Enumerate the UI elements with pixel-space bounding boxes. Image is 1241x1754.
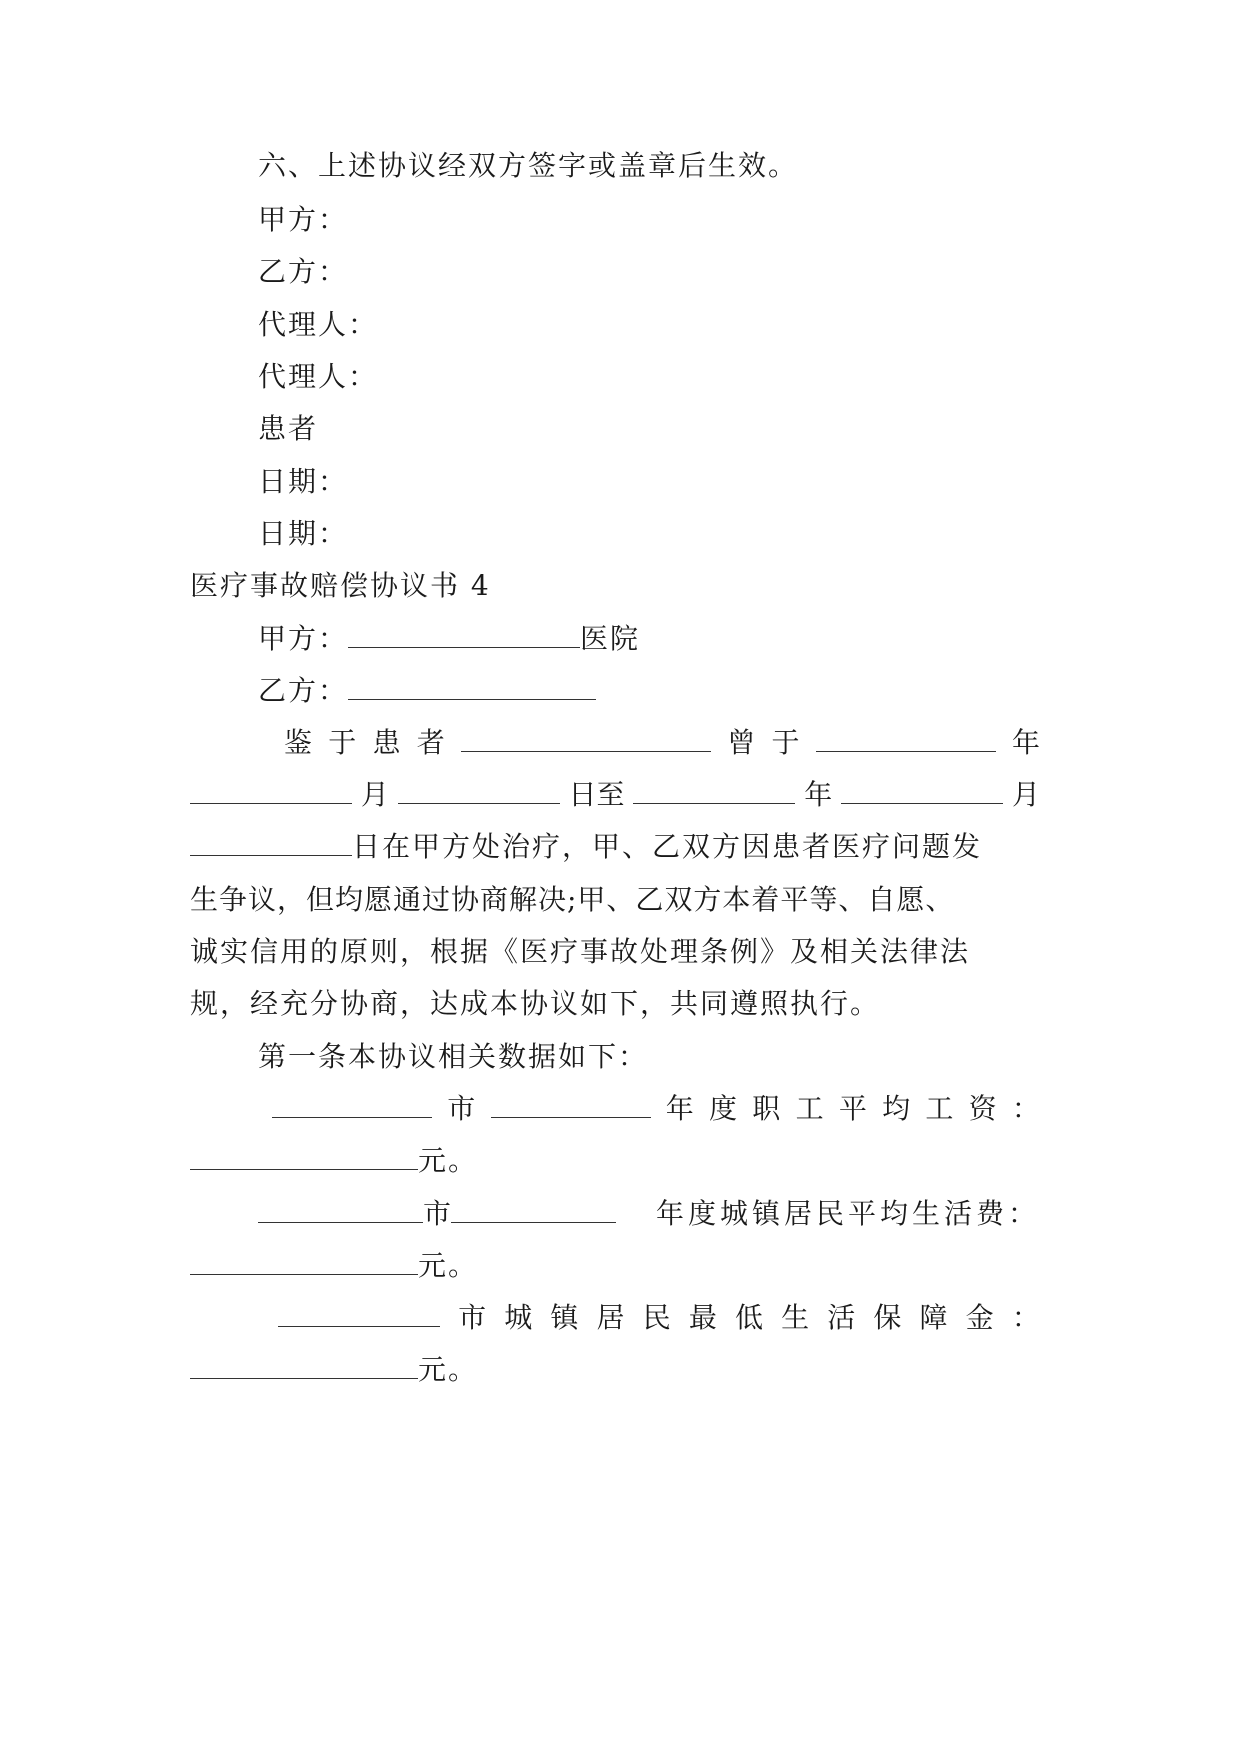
wage-line xyxy=(272,1089,1040,1129)
patient-name-blank xyxy=(461,725,711,752)
wage-char: 职 xyxy=(752,1092,781,1125)
wage-char: 均 xyxy=(882,1092,911,1125)
yuan-label: 元。 xyxy=(418,1353,479,1386)
min-char: 生 xyxy=(781,1301,810,1334)
wage-char: 平 xyxy=(838,1092,867,1125)
preamble-line-5: 诚实信用的原则，根据《医疗事故处理条例》及相关法律法 xyxy=(190,935,971,968)
word: 患 xyxy=(372,726,401,759)
living-year-blank xyxy=(451,1196,616,1223)
wage-char: 度 xyxy=(709,1092,738,1125)
start-year-blank xyxy=(816,725,996,752)
party-b-line xyxy=(258,671,596,711)
party-b-label: 乙方： xyxy=(258,674,349,707)
sig-agent-2: 代理人： xyxy=(258,360,379,393)
preamble-line-3 xyxy=(190,827,982,867)
sig-agent-1: 代理人： xyxy=(258,308,379,341)
sig-date-1: 日期： xyxy=(258,465,349,498)
end-year-blank xyxy=(633,777,795,804)
min-char: 活 xyxy=(827,1301,856,1334)
living-amount-line xyxy=(190,1246,478,1286)
living-cost-text: 年度城镇居民平均生活费： xyxy=(655,1197,1040,1230)
wage-char: 工 xyxy=(925,1092,954,1125)
min-char: 城 xyxy=(504,1301,533,1334)
min-char: 金 xyxy=(965,1301,994,1334)
living-city-blank xyxy=(258,1196,423,1223)
word: 曾 xyxy=(727,726,756,759)
min-char: 市 xyxy=(458,1301,487,1334)
clause-6: 六、上述协议经双方签字或盖章后生效。 xyxy=(258,149,799,182)
wage-amount-line xyxy=(190,1141,478,1181)
preamble-line-1 xyxy=(284,723,1040,763)
preamble-line-3-text: 日在甲方处治疗，甲、乙双方因患者医疗问题发 xyxy=(352,830,983,863)
word: 于 xyxy=(771,726,800,759)
wage-amount-blank xyxy=(190,1143,418,1170)
word: 年 xyxy=(804,778,833,811)
preamble-line-6: 规，经充分协商，达成本协议如下，共同遵照执行。 xyxy=(190,987,881,1020)
preamble-line-2 xyxy=(190,775,1040,815)
article-1-heading: 第一条本协议相关数据如下： xyxy=(258,1040,649,1073)
hospital-label: 医院 xyxy=(580,622,641,655)
word: 日至 xyxy=(568,778,625,811)
end-day-blank xyxy=(190,829,352,856)
living-cost-line xyxy=(258,1194,1040,1234)
wage-char: ： xyxy=(1011,1092,1040,1125)
living-city-label: 市 xyxy=(423,1197,452,1230)
word: 月 xyxy=(360,778,389,811)
wage-char: 市 xyxy=(447,1092,476,1125)
min-char: 镇 xyxy=(550,1301,579,1334)
sig-patient: 患者 xyxy=(258,412,319,445)
min-security-line xyxy=(278,1298,1040,1338)
min-amount-line xyxy=(190,1350,478,1390)
yuan-label: 元。 xyxy=(418,1249,479,1282)
end-month-blank xyxy=(841,777,1003,804)
document-title: 医疗事故赔偿协议书 4 xyxy=(190,569,491,602)
sig-party-b: 乙方： xyxy=(258,255,349,288)
party-a-blank xyxy=(348,621,580,648)
wage-char: 资 xyxy=(968,1092,997,1125)
word: 鉴 xyxy=(284,726,313,759)
party-a-label: 甲方： xyxy=(258,622,349,655)
sig-date-2: 日期： xyxy=(258,517,349,550)
min-char: 低 xyxy=(734,1301,763,1334)
min-char: 居 xyxy=(596,1301,625,1334)
wage-char: 工 xyxy=(795,1092,824,1125)
wage-city-blank xyxy=(272,1091,432,1118)
word: 月 xyxy=(1011,778,1040,811)
min-char: 最 xyxy=(688,1301,717,1334)
min-char: 民 xyxy=(642,1301,671,1334)
party-b-blank xyxy=(348,673,596,700)
min-char: 障 xyxy=(919,1301,948,1334)
min-city-blank xyxy=(278,1300,440,1327)
preamble-line-4: 生争议，但均愿通过协商解决;甲、乙双方本着平等、自愿、 xyxy=(190,883,955,916)
yuan-label: 元。 xyxy=(418,1144,479,1177)
sig-party-a: 甲方： xyxy=(258,203,349,236)
wage-year-blank xyxy=(491,1091,651,1118)
word: 年 xyxy=(1011,726,1040,759)
living-amount-blank xyxy=(190,1248,418,1275)
word: 于 xyxy=(328,726,357,759)
wage-char: 年 xyxy=(665,1092,694,1125)
min-amount-blank xyxy=(190,1352,418,1379)
min-char: 保 xyxy=(873,1301,902,1334)
word: 者 xyxy=(416,726,445,759)
min-char: ： xyxy=(1011,1301,1040,1334)
start-month-blank xyxy=(190,777,352,804)
start-day-blank xyxy=(398,777,560,804)
party-a-line xyxy=(258,619,640,659)
